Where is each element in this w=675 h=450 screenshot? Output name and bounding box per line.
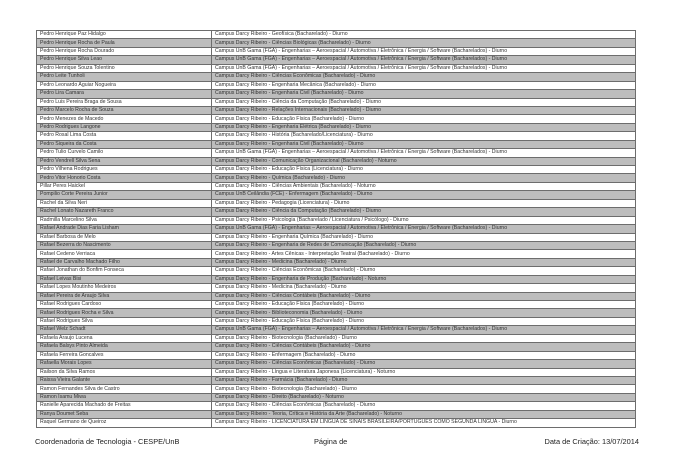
table-row <box>37 166 636 174</box>
table-row <box>37 64 636 72</box>
course-cell: Campus Darcy Ribeiro - Educação Física (Licenciatura) - Diurno <box>212 166 636 174</box>
course-cell: Campus Darcy Ribeiro - Educação Física (Bacharelado) - Diurno <box>212 115 636 123</box>
course-cell: Campus Darcy Ribeiro - Geofísica (Bacharelado) - Diurno <box>212 31 636 39</box>
course-cell: Campus Darcy Ribeiro - Ciências Econômicas (Bacharelado) - Diurno <box>212 73 636 81</box>
candidate-name-cell: Pedro Luis Pereira Braga de Sousa <box>37 98 212 106</box>
candidate-name-cell: Rafael Cedeno Verriaca <box>37 250 212 258</box>
course-cell: Campus Darcy Ribeiro - Engenharia Elétrica (Bacharelado) - Diurno <box>212 123 636 131</box>
footer-creation-date: Data de Criação: 13/07/2014 <box>544 437 639 446</box>
course-cell: Campus Darcy Ribeiro - Comunicação Organizacional (Bacharelado) - Noturno <box>212 157 636 165</box>
table-row <box>37 275 636 283</box>
course-cell: Campus Darcy Ribeiro - Ciências Econômicas (Bacharelado) - Diurno <box>212 360 636 368</box>
candidate-name-cell: Pedro Henrique Rocha Dourado <box>37 47 212 55</box>
table-row <box>37 317 636 325</box>
candidate-name-cell: Raquel Germano de Queiroz <box>37 419 212 427</box>
candidate-name-cell: Rachel da Silva Neri <box>37 199 212 207</box>
table-row <box>37 225 636 233</box>
candidate-name-cell: Rafaella Morais Lopes <box>37 360 212 368</box>
table-row <box>37 376 636 384</box>
table-row <box>37 47 636 55</box>
course-cell: Campus Darcy Ribeiro - Artes Cênicas - Interpretação Teatral (Bacharelado) - Diurno <box>212 250 636 258</box>
course-cell: Campus Darcy Ribeiro - Química (Bacharelado) - Diurno <box>212 174 636 182</box>
table-row <box>37 182 636 190</box>
table-row <box>37 132 636 140</box>
course-cell: Campus Darcy Ribeiro - Farmácia (Bacharelado) - Diurno <box>212 376 636 384</box>
table-row <box>37 258 636 266</box>
course-cell: Campus Darcy Ribeiro - Biotecnologia (Bacharelado) - Diurno <box>212 334 636 342</box>
table-row <box>37 106 636 114</box>
course-cell: Campus Darcy Ribeiro - Educação Física (Bacharelado) - Diurno <box>212 317 636 325</box>
table-row <box>37 241 636 249</box>
candidate-name-cell: Ramon Isamu Miwa <box>37 393 212 401</box>
table-row <box>37 123 636 131</box>
table-row <box>37 73 636 81</box>
table-row <box>37 419 636 427</box>
course-cell: Campus UnB Gama (FGA) - Engenharias – Aeroespacial / Automotiva / Eletrônica / Energia / Software (Bacharelados) - Diurno <box>212 149 636 157</box>
candidate-name-cell: Pedro Vendrell Silva Sena <box>37 157 212 165</box>
course-cell: Campus Darcy Ribeiro - Teoria, Crítica e História da Arte (Bacharelado) - Noturno <box>212 410 636 418</box>
candidate-name-cell: Ranya Doumet Seba <box>37 410 212 418</box>
candidate-name-cell: Rafael Welz Schadt <box>37 326 212 334</box>
course-cell: Campus Darcy Ribeiro - Medicina (Bacharelado) - Diurno <box>212 258 636 266</box>
course-cell: Campus UnB Gama (FGA) - Engenharias – Aeroespacial / Automotiva / Eletrônica / Energia / Software (Bacharelados) - Diurno <box>212 326 636 334</box>
table-row <box>37 56 636 64</box>
candidate-name-cell: Pedro Leonardo Aguiar Nogueira <box>37 81 212 89</box>
candidate-name-cell: Pedro Tulio Curvelo Camilo <box>37 149 212 157</box>
table-row <box>37 149 636 157</box>
course-cell: Campus Darcy Ribeiro - Ciências Ambientais (Bacharelado) - Noturno <box>212 182 636 190</box>
table-row <box>37 39 636 47</box>
footer-organization: Coordenadoria de Tecnologia - CESPE/UnB <box>35 437 180 446</box>
candidate-name-cell: Rachel Lonato Nazareth Franco <box>37 208 212 216</box>
table-row <box>37 98 636 106</box>
table-row <box>37 309 636 317</box>
table-row <box>37 343 636 351</box>
table-row <box>37 393 636 401</box>
course-cell: Campus Darcy Ribeiro - Engenharia de Produção (Bacharelado) - Noturno <box>212 275 636 283</box>
table-row <box>37 115 636 123</box>
course-cell: Campus Darcy Ribeiro - Direito (Bacharelado) - Noturno <box>212 393 636 401</box>
course-cell: Campus Darcy Ribeiro - Engenharia de Redes de Comunicação (Bacharelado) - Diurno <box>212 241 636 249</box>
course-cell: Campus Darcy Ribeiro - Engenharia Civil (Bacharelado) - Diurno <box>212 90 636 98</box>
candidate-name-cell: Ramon Fernandes Silva de Castro <box>37 385 212 393</box>
candidate-name-cell: Pedro Henrique Rocha de Paula <box>37 39 212 47</box>
candidate-name-cell: Rafaela Araujo Lucena <box>37 334 212 342</box>
course-cell: Campus Darcy Ribeiro - Enfermagem (Bacharelado) - Diurno <box>212 351 636 359</box>
candidate-name-cell: Pedro Vitor Honorio Costa <box>37 174 212 182</box>
course-cell: Campus Darcy Ribeiro - Ciências Biológicas (Bacharelado) - Diurno <box>212 39 636 47</box>
table-row <box>37 410 636 418</box>
candidate-name-cell: Radmilla Marcelino Silva <box>37 216 212 224</box>
course-cell: Campus UnB Gama (FGA) - Engenharias – Aeroespacial / Automotiva / Eletrônica / Energia / Software (Bacharelados) - Diurno <box>212 47 636 55</box>
table-row <box>37 81 636 89</box>
candidate-name-cell: Pedro Marcelo Rocha de Souza <box>37 106 212 114</box>
table-row <box>37 140 636 148</box>
table-row <box>37 334 636 342</box>
table-row <box>37 31 636 39</box>
table-row <box>37 157 636 165</box>
table-row <box>37 174 636 182</box>
course-cell: Campus Darcy Ribeiro - Pedagogia (Licenciatura) - Diurno <box>212 199 636 207</box>
candidate-name-cell: Rafael Rodrigues Cardoso <box>37 301 212 309</box>
table-row <box>37 326 636 334</box>
course-cell: Campus Darcy Ribeiro - LICENCIATURA EM LÍNGUA DE SINAIS BRASILEIRA/PORTUGUÊS COMO SEGUNDA LÍNGUA - Diurno <box>212 419 636 427</box>
candidate-name-cell: Pedro Vilhena Rodrigues <box>37 166 212 174</box>
candidate-name-cell: Pedro Henrique Silva Leao <box>37 56 212 64</box>
table-row <box>37 368 636 376</box>
course-cell: Campus Darcy Ribeiro - Engenharia Química (Bacharelado) - Diurno <box>212 233 636 241</box>
candidate-name-cell: Pedro Rosal Lima Costa <box>37 132 212 140</box>
table-row <box>37 233 636 241</box>
course-cell: Campus Darcy Ribeiro - Engenharia Mecânica (Bacharelado) - Diurno <box>212 81 636 89</box>
candidate-name-cell: Pedro Lira Camara <box>37 90 212 98</box>
candidate-name-cell: Rafael de Carvalho Machado Filho <box>37 258 212 266</box>
footer-page-number: Página de <box>314 437 348 446</box>
candidate-name-cell: Rafaela Balsys Pinto Almeida <box>37 343 212 351</box>
course-cell: Campus Darcy Ribeiro - História (Bacharelado/Licenciatura) - Diurno <box>212 132 636 140</box>
candidate-name-cell: Pillar Peres Haickel <box>37 182 212 190</box>
candidate-name-cell: Pedro Henrique Souza Tolentino <box>37 64 212 72</box>
table-row <box>37 191 636 199</box>
course-cell: Campus UnB Gama (FGA) - Engenharias – Aeroespacial / Automotiva / Eletrônica / Energia / Software (Bacharelados) - Diurno <box>212 56 636 64</box>
course-cell: Campus Darcy Ribeiro - Ciência da Computação (Bacharelado) - Diurno <box>212 98 636 106</box>
table-row <box>37 360 636 368</box>
candidate-name-cell: Rafael Lopes Moutinho Medeiros <box>37 284 212 292</box>
table-row <box>37 351 636 359</box>
candidate-name-cell: Rafaela Ferreira Goncalves <box>37 351 212 359</box>
course-cell: Campus Darcy Ribeiro - Psicologia (Bacharelado / Licenciatura / Psicólogo) - Diurno <box>212 216 636 224</box>
candidate-name-cell: Ranielle Aparecida Machado de Freitas <box>37 402 212 410</box>
table-row <box>37 301 636 309</box>
candidate-name-cell: Pompilio Corte Pereira Junior <box>37 191 212 199</box>
course-cell: Campus Darcy Ribeiro - Ciências Econômicas (Bacharelado) - Diurno <box>212 267 636 275</box>
table-row <box>37 199 636 207</box>
results-table <box>36 30 636 428</box>
table-row <box>37 267 636 275</box>
table-row <box>37 284 636 292</box>
course-cell: Campus UnB Gama (FGA) - Engenharias – Aeroespacial / Automotiva / Eletrônica / Energia / Software (Bacharelados) - Diurno <box>212 225 636 233</box>
candidate-name-cell: Rafael Jonathan do Bonfim Fonseca <box>37 267 212 275</box>
candidate-name-cell: Rafael Leivas Bisi <box>37 275 212 283</box>
course-cell: Campus Darcy Ribeiro - Ciências Contábeis (Bacharelado) - Diurno <box>212 292 636 300</box>
table-row <box>37 402 636 410</box>
table-row <box>37 292 636 300</box>
candidate-name-cell: Raissa Vieira Galante <box>37 376 212 384</box>
course-cell: Campus Darcy Ribeiro - Educação Física (Bacharelado) - Diurno <box>212 301 636 309</box>
candidate-name-cell: Pedro Henrique Paz Hidalgo <box>37 31 212 39</box>
course-cell: Campus Darcy Ribeiro - Medicina (Bacharelado) - Diurno <box>212 284 636 292</box>
candidate-name-cell: Rafael Andrade Dias Faria Lisham <box>37 225 212 233</box>
candidate-name-cell: Pedro Siqueira da Costa <box>37 140 212 148</box>
candidate-name-cell: Rafael Pereira de Araujo Silva <box>37 292 212 300</box>
table-row <box>37 250 636 258</box>
course-cell: Campus Darcy Ribeiro - Relações Internacionais (Bacharelado) - Diurno <box>212 106 636 114</box>
results-table-body <box>37 31 636 428</box>
candidate-name-cell: Pedro Leite Tunholi <box>37 73 212 81</box>
course-cell: Campus UnB Gama (FGA) - Engenharias – Aeroespacial / Automotiva / Eletrônica / Energia / Software (Bacharelados) - Diurno <box>212 64 636 72</box>
course-cell: Campus UnB Ceilândia (FCE) - Enfermagem (Bacharelado) - Diurno <box>212 191 636 199</box>
table-row <box>37 90 636 98</box>
candidate-name-cell: Rafael Bezerra do Nascimento <box>37 241 212 249</box>
course-cell: Campus Darcy Ribeiro - Língua e Literatura Japonesa (Licenciatura) - Noturno <box>212 368 636 376</box>
table-row <box>37 208 636 216</box>
candidate-name-cell: Rafael Rodrigues Silva <box>37 317 212 325</box>
course-cell: Campus Darcy Ribeiro - Ciências Contábeis (Bacharelado) - Diurno <box>212 343 636 351</box>
table-row <box>37 216 636 224</box>
table-row <box>37 385 636 393</box>
candidate-name-cell: Pedro Menezes de Macedo <box>37 115 212 123</box>
candidate-name-cell: Rafael Rodrigues Rocha e Silva <box>37 309 212 317</box>
course-cell: Campus Darcy Ribeiro - Biotecnologia (Bacharelado) - Diurno <box>212 385 636 393</box>
candidate-name-cell: Railson da Silva Ramos <box>37 368 212 376</box>
course-cell: Campus Darcy Ribeiro - Ciência da Computação (Bacharelado) - Diurno <box>212 208 636 216</box>
candidate-name-cell: Rafael Barbosa de Melo <box>37 233 212 241</box>
course-cell: Campus Darcy Ribeiro - Biblioteconomia (Bacharelado) - Diurno <box>212 309 636 317</box>
course-cell: Campus Darcy Ribeiro - Engenharia Civil (Bacharelado) - Diurno <box>212 140 636 148</box>
course-cell: Campus Darcy Ribeiro - Ciências Econômicas (Bacharelado) - Diurno <box>212 402 636 410</box>
candidate-name-cell: Pedro Rodrigues Langone <box>37 123 212 131</box>
